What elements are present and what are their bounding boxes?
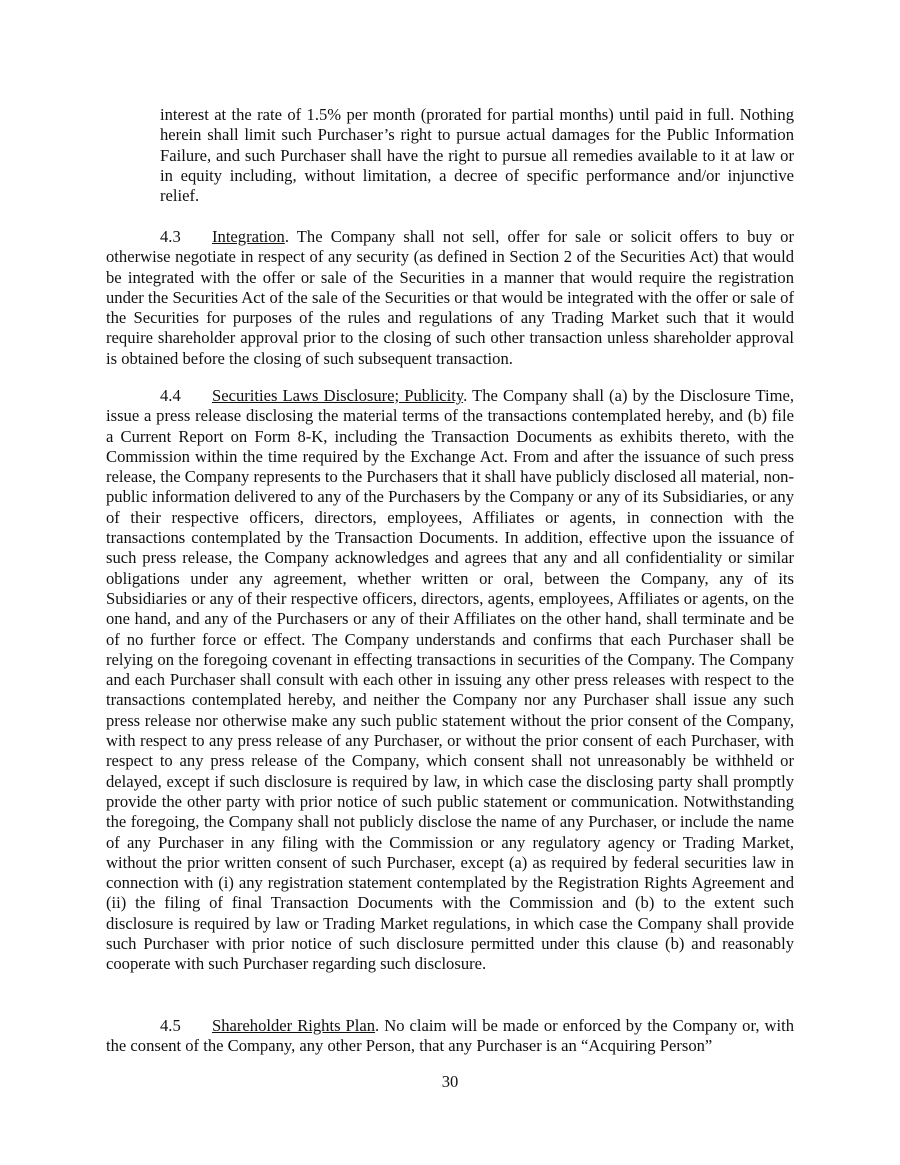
section-heading: Shareholder Rights Plan: [212, 1016, 376, 1035]
section-4-3: [106, 227, 794, 369]
section-number: 4.5: [160, 1016, 181, 1035]
continuation-paragraph: interest at the rate of 1.5% per month (prorated for partial months) until paid in full. Nothing herein shall limit such Purchaser’s right to pursue actual damages for the Public Information Failure, and such Purchaser shall have the right to pursue all remedies available to it at law or in equity including, without limitation, a decree of specific performance and/or injunctive relief.: [160, 105, 794, 206]
section-body: . The Company shall (a) by the Disclosure Time, issue a press release disclosing the material terms of the transactions contemplated hereby, and (b) file a Current Report on Form 8-K, including the Transaction Documents as exhibits thereto, with the Commission within the time required by the Exchange Act. From and after the issuance of such press release, the Company represents to the Purchasers that it shall have publicly disclosed all material, non-public information delivered to any of the Purchasers by the Company or any of its Subsidiaries, or any of their respective officers, directors, employees, Affiliates or agents, in connection with the transactions contemplated by the Transaction Documents. In addition, effective upon the issuance of such press release, the Company acknowledges and agrees that any and all confidentiality or similar obligations under any agreement, whether written or oral, between the Company, any of its Subsidiaries or any of their respective officers, directors, agents, employees, Affiliates or agents, on the one hand, and any of the Purchasers or any of their Affiliates on the other hand, shall terminate and be of no further force or effect. The Company understands and confirms that each Purchaser shall be relying on the foregoing covenant in effecting transactions in securities of the Company. The Company and each Purchaser shall consult with each other in issuing any other press releases with respect to the transactions contemplated hereby, and neither the Company nor any Purchaser shall issue any such press release nor otherwise make any such public statement without the prior consent of the Company, with respect to any press release of any Purchaser, or without the prior consent of each Purchaser, with respect to any press release of the Company, which consent shall not unreasonably be withheld or delayed, except if such disclosure is required by law, in which case the disclosing party shall promptly provide the other party with prior notice of such public statement or communication. Notwithstanding the foregoing, the Company shall not publicly disclose the name of any Purchaser, or include the name of any Purchaser in any filing with the Commission or any regulatory agency or Trading Market, without the prior written consent of such Purchaser, except (a) as required by federal securities law in connection with (i) any registration statement contemplated by the Registration Rights Agreement and (ii) the filing of final Transaction Documents with the Commission and (b) to the extent such disclosure is required by law or Trading Market regulations, in which case the Company shall provide such Purchaser with prior notice of such disclosure permitted under this clause (b) and reasonably cooperate with such Purchaser regarding such disclosure.: [106, 386, 794, 974]
section-body: . No claim will be made or enforced by the Company or, with the consent of the Company, any other Person, that any Purchaser is an “Acquiring Person”: [106, 1016, 794, 1056]
section-heading: Integration: [212, 227, 285, 246]
section-body: . The Company shall not sell, offer for sale or solicit offers to buy or otherwise negotiate in respect of any security (as defined in Section 2 of the Securities Act) that would be integrated with the offer or sale of the Securities in a manner that would require the registration under the Securities Act of the sale of the Securities or that would be integrated with the offer or sale of the Securities for purposes of the rules and regulations of any Trading Market such that it would require shareholder approval prior to the closing of such other transaction unless shareholder approval is obtained before the closing of such subsequent transaction.: [106, 227, 794, 368]
page-number: 30: [441, 1072, 459, 1091]
section-heading: Securities Laws Disclosure; Publicity: [212, 386, 464, 405]
section-number: 4.4: [160, 386, 181, 405]
section-4-4: [106, 386, 794, 975]
section-4-5: [106, 1016, 794, 1057]
section-number: 4.3: [160, 227, 181, 246]
